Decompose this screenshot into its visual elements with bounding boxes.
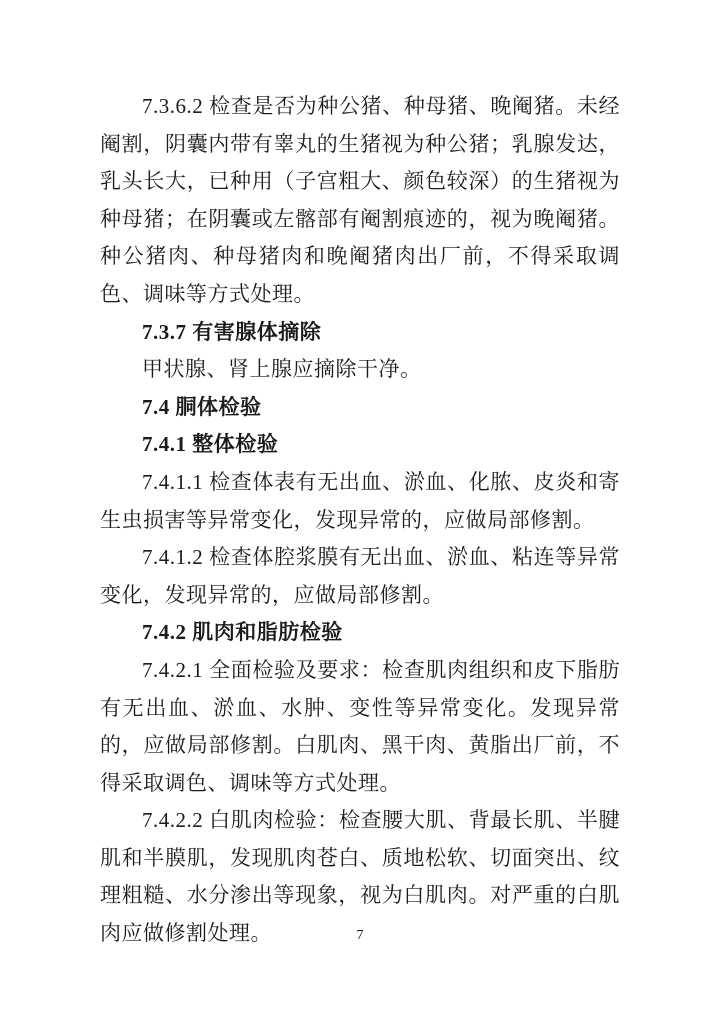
page-number: 7 [356, 928, 364, 943]
heading-7-4-1: 7.4.1 整体检验 [142, 432, 279, 457]
heading-7-4: 7.4 胴体检验 [142, 394, 262, 419]
para-7-4-1-2: 7.4.1.2 检查体腔浆膜有无出血、淤血、粘连等异常变化，发现异常的，应做局部修割。 [100, 545, 620, 607]
para-7-4-2-2: 7.4.2.2 白肌肉检验：检查腰大肌、背最长肌、半腱肌和半膜肌，发现肌肉苍白、质地松软、切面突出、纹理粗糙、水分渗出等现象，视为白肌肉。对严重的白肌肉应做修割处理。 [100, 808, 620, 946]
heading-7-4-2: 7.4.2 肌肉和脂肪检验 [142, 620, 343, 645]
heading-7-3-7: 7.3.7 有害腺体摘除 [142, 319, 322, 344]
para-7-3-6-2: 7.3.6.2 检查是否为种公猪、种母猪、晚阉猪。未经阉割，阴囊内带有睾丸的生猪视为种公猪；乳腺发达，乳头长大，已种用（子宫粗大、颜色较深）的生猪视为种母猪；在阴囊或左髂部有阉割痕迹的，视为晚阉猪。种公猪肉、种母猪肉和晚阉猪肉出厂前，不得采取调色、调味等方式处理。 [100, 94, 620, 306]
para-7-4-2-1: 7.4.2.1 全面检验及要求：检查肌肉组织和皮下脂肪有无出血、淤血、水肿、变性等异常变化。发现异常的，应做局部修割。白肌肉、黑干肉、黄脂出厂前，不得采取调色、调味等方式处理。 [100, 657, 620, 795]
para-7-3-7-body: 甲状腺、肾上腺应摘除干净。 [142, 357, 422, 382]
para-7-4-1-1: 7.4.1.1 检查体表有无出血、淤血、化脓、皮炎和寄生虫损害等异常变化，发现异常的，应做局部修割。 [100, 469, 620, 532]
document-body [100, 88, 620, 953]
